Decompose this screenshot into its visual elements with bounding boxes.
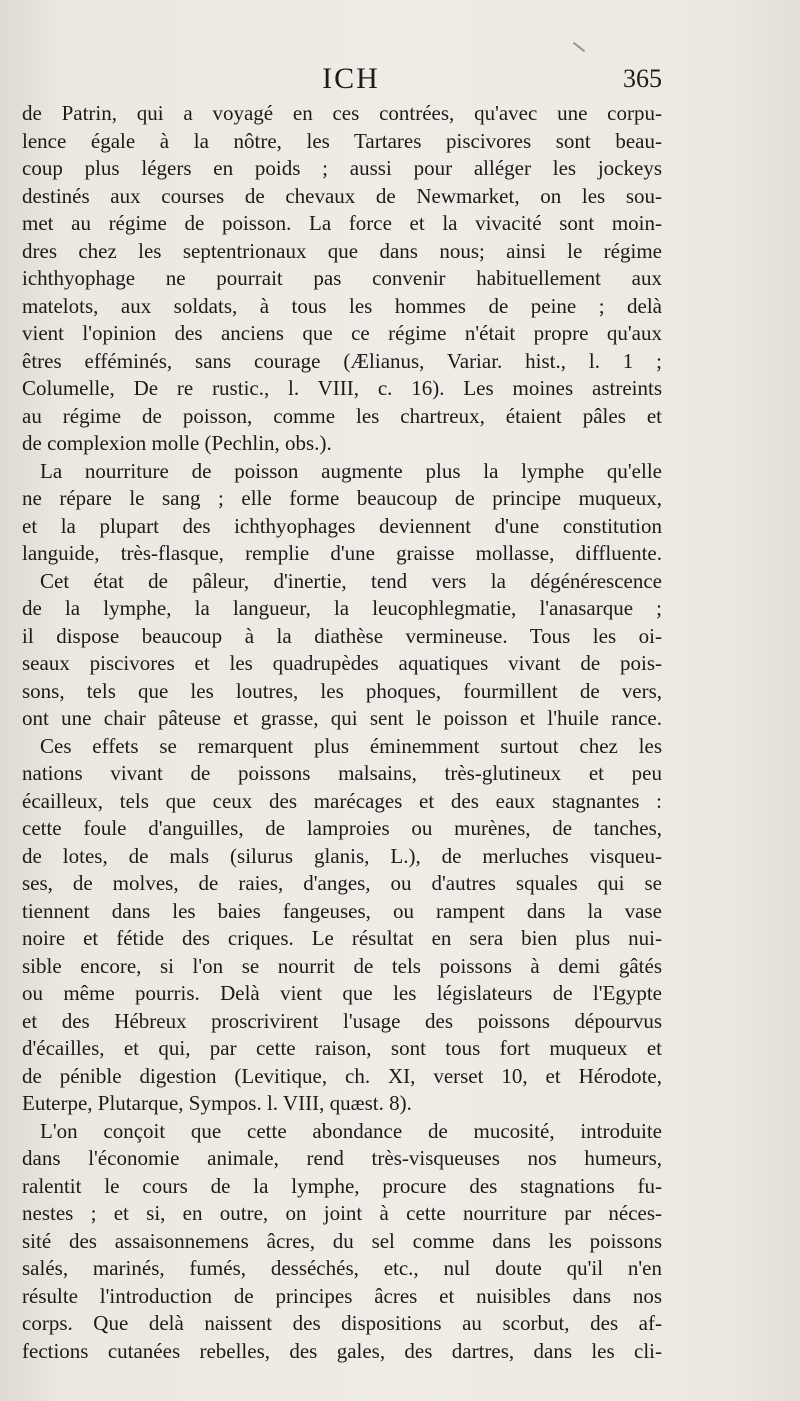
text-line: sons, tels que les loutres, les phoques, fourmillent de vers, bbox=[22, 678, 662, 703]
text-line: il dispose beaucoup à la diathèse vermineuse. Tous les oi- bbox=[22, 623, 662, 648]
text-line: ralentit le cours de la lymphe, procure des stagnations fu- bbox=[22, 1173, 662, 1198]
text-line: La nourriture de poisson augmente plus la lymphe qu'elle bbox=[40, 458, 662, 483]
text-line: et la plupart des ichthyophages deviennent d'une constitution bbox=[22, 513, 662, 538]
text-line: de complexion molle (Pechlin, obs.). bbox=[22, 431, 332, 455]
text-line: noire et fétide des criques. Le résultat en sera bien plus nui- bbox=[22, 926, 662, 950]
text-line: résulte l'introduction de principes âcres et nuisibles dans nos bbox=[22, 1283, 662, 1308]
page-header bbox=[22, 62, 662, 102]
text-line: corps. Que delà naissent des dispositions au scorbut, des af- bbox=[22, 1311, 662, 1335]
text-line: dres chez les septentrionaux que dans nous; ainsi le régime bbox=[22, 238, 662, 263]
text-line: de la lymphe, la langueur, la leucophlegmatie, l'anasarque ; bbox=[22, 596, 662, 620]
text-line: L'on conçoit que cette abondance de mucosité, introduite bbox=[40, 1118, 662, 1143]
text-line: Columelle, De re rustic., l. VIII, c. 16). Les moines astreints bbox=[22, 376, 662, 400]
text-line: ichthyophage ne pourrait pas convenir habituellement aux bbox=[22, 266, 662, 290]
text-line: Cet état de pâleur, d'inertie, tend vers la dégénérescence bbox=[40, 568, 662, 593]
text-line: cette foule d'anguilles, de lamproies ou murènes, de tanches, bbox=[22, 816, 662, 840]
text-line: met au régime de poisson. La force et la vivacité sont moin- bbox=[22, 211, 662, 235]
text-line: au régime de poisson, comme les chartreux, étaient pâles et bbox=[22, 403, 662, 428]
text-line: d'écailles, et qui, par cette raison, sont tous fort muqueux et bbox=[22, 1036, 662, 1060]
text-line: salés, marinés, fumés, desséchés, etc., nul doute qu'il n'en bbox=[22, 1256, 662, 1280]
text-line: tiennent dans les baies fangeuses, ou rampent dans la vase bbox=[22, 898, 662, 923]
page-number: 365 bbox=[623, 64, 662, 93]
text-line: seaux piscivores et les quadrupèdes aquatiques vivant de pois- bbox=[22, 651, 662, 675]
text-line: ont une chair pâteuse et grasse, qui sent le poisson et l'huile rance. bbox=[22, 706, 662, 730]
text-line: nations vivant de poissons malsains, très-glutineux et peu bbox=[22, 761, 662, 785]
body-text bbox=[22, 100, 662, 1365]
text-line: de lotes, de mals (silurus glanis, L.), de merluches visqueu- bbox=[22, 843, 662, 868]
text-line: sité des assaisonnemens âcres, du sel comme dans les poissons bbox=[22, 1228, 662, 1253]
text-line: vient l'opinion des anciens que ce régime n'était propre qu'aux bbox=[22, 321, 662, 345]
running-head: ICH bbox=[322, 62, 380, 95]
text-line: ou même pourris. Delà vient que les législateurs de l'Egypte bbox=[22, 981, 662, 1005]
text-line: et des Hébreux proscrivirent l'usage des poissons dépourvus bbox=[22, 1008, 662, 1033]
text-line: ses, de molves, de raies, d'anges, ou d'autres squales qui se bbox=[22, 871, 662, 895]
text-line: sible encore, si l'on se nourrit de tels poissons à demi gâtés bbox=[22, 953, 662, 978]
text-line: matelots, aux soldats, à tous les hommes de peine ; delà bbox=[22, 293, 662, 318]
text-line: coup plus légers en poids ; aussi pour alléger les jockeys bbox=[22, 156, 662, 180]
text-line: Ces effets se remarquent plus éminemment surtout chez les bbox=[40, 733, 662, 758]
text-line: nestes ; et si, en outre, on joint à cette nourriture par néces- bbox=[22, 1201, 662, 1225]
text-line: destinés aux courses de chevaux de Newmarket, on les sou- bbox=[22, 183, 662, 208]
text-line: ne répare le sang ; elle forme beaucoup de principe muqueux, bbox=[22, 486, 662, 510]
text-line: dans l'économie animale, rend très-visqueuses nos humeurs, bbox=[22, 1146, 662, 1170]
text-line: de Patrin, qui a voyagé en ces contrées, qu'avec une corpu- bbox=[22, 101, 662, 125]
text-line: fections cutanées rebelles, des gales, des dartres, dans les cli- bbox=[22, 1338, 662, 1363]
text-line: de pénible digestion (Levitique, ch. XI, verset 10, et Hérodote, bbox=[22, 1063, 662, 1088]
text-line: écailleux, tels que ceux des marécages et des eaux stagnantes : bbox=[22, 788, 662, 813]
text-line: languide, très-flasque, remplie d'une graisse mollasse, diffluente. bbox=[22, 541, 662, 565]
text-line: lence égale à la nôtre, les Tartares piscivores sont beau- bbox=[22, 128, 662, 153]
text-line: êtres efféminés, sans courage (Ælianus, Variar. hist., l. 1 ; bbox=[22, 348, 662, 373]
print-mark bbox=[573, 42, 585, 52]
text-line: Euterpe, Plutarque, Sympos. l. VIII, quæst. 8). bbox=[22, 1091, 412, 1115]
